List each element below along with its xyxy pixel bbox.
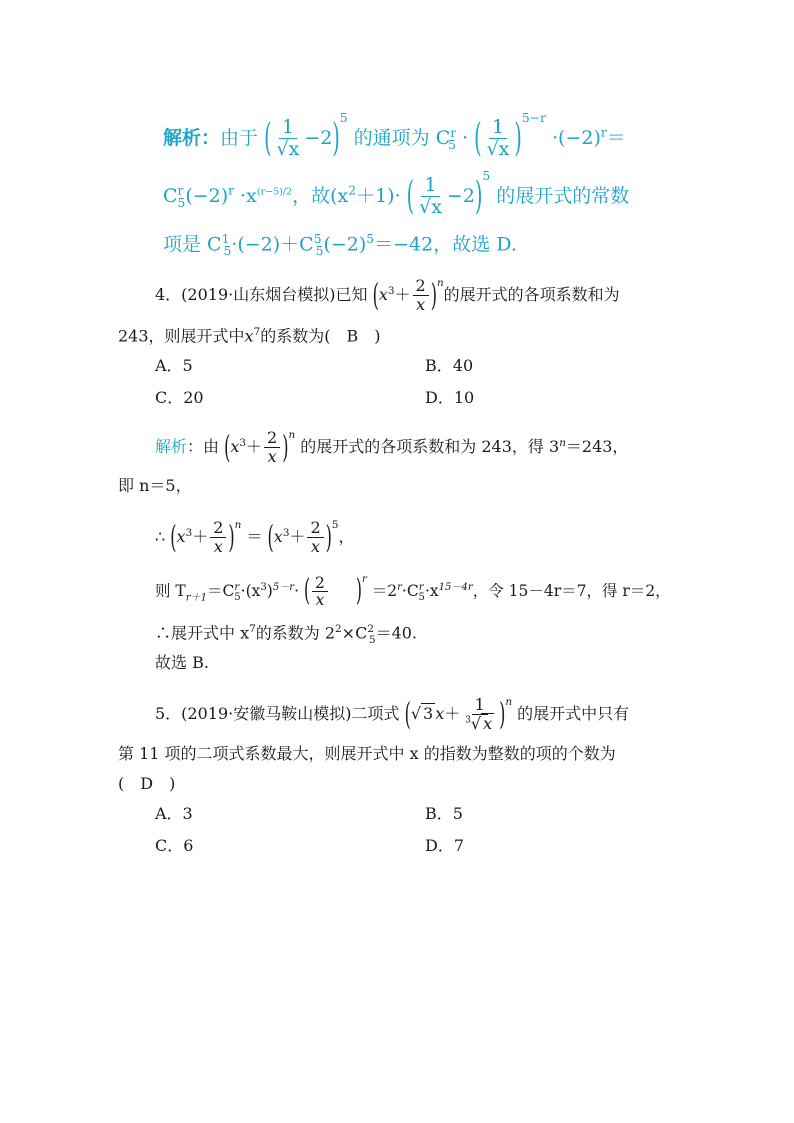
question-5-option-d[interactable]: D．7 bbox=[425, 836, 465, 855]
solution-3-line-1: 解析：由于 ( $\frac{1}{√x}$ −2)$^5$ 的通项为 $C^r_5$ · ( $\frac{1}{√x}$ )$^{5-r} \cdot(-2)^r=$ bbox=[163, 111, 626, 161]
question-4-line-2: 243，则展开式中$x^7$的系数为( B ) bbox=[118, 326, 381, 346]
fraction: $\frac{2}{x}$ bbox=[307, 520, 323, 555]
solution-3-line-3: 项是 $C^1_5\cdot(-2)+C^5_5(-2)^5=-42$，故选 D. bbox=[163, 232, 517, 259]
question-4-stem: 4．(2019·山东烟台模拟)已知 ($x^3+$ $\frac{2}{x}$ )$^n$的展开式的各项系数和为 bbox=[155, 276, 620, 314]
fraction: $\frac{1}{√x}$ bbox=[486, 116, 510, 161]
question-5-stem: 5．(2019·安徽马鞍山模拟)二项式 (√ 3 x＋ $\frac{1}{^3√ x}$ )$^n$ 的展开式中只有 bbox=[155, 695, 630, 733]
question-5-option-c[interactable]: C．6 bbox=[155, 836, 194, 855]
question-4-solution-line-6: 故选 B. bbox=[155, 653, 209, 672]
question-4-solution-line-1: 解析：由 ($x^3+$ $\frac{2}{x}$ )$^n$ 的展开式的各项系数和为 243，得 $3^n=243$， bbox=[155, 428, 629, 466]
fraction: $\frac{1}{^3√ x}$ bbox=[465, 695, 493, 733]
question-5-option-a[interactable]: A．3 bbox=[155, 804, 193, 823]
question-5-answer: ( D ) bbox=[118, 774, 176, 793]
question-5-line-2: 第 11 项的二项式系数最大，则展开式中 x 的指数为整数的项的个数为 bbox=[118, 744, 616, 763]
fraction: $\frac{1}{√x}$ bbox=[276, 116, 300, 161]
question-5-option-b[interactable]: B．5 bbox=[425, 804, 463, 823]
question-4-option-b[interactable]: B．40 bbox=[425, 356, 474, 375]
question-4-solution-line-5: ∴展开式中 $x^7$的系数为 $2^2\times C^2_5=40$. bbox=[155, 623, 418, 646]
question-4-option-d[interactable]: D．10 bbox=[425, 388, 475, 407]
question-4-solution-line-2: 即 n＝5， bbox=[118, 476, 192, 495]
question-4-solution-line-4: 则 $T_{r+1}=C^r_5\cdot(x^3)^{5-r}\cdot$ ( $\frac{2}{x}$ )$^r =2^r\cdot C^r_5\cdot x^{15-4r}$，令 15－4r＝7，得 r＝2， bbox=[155, 573, 671, 610]
fraction: $\frac{2}{x}$ bbox=[210, 520, 226, 555]
fraction: $\frac{1}{√x}$ bbox=[419, 174, 442, 219]
question-4-solution-line-3: ∴ ($x^3+$ $\frac{2}{x}$ )$^n = (x^3+$ $\frac{2}{x}$ )$^5$， bbox=[155, 518, 355, 556]
fraction: $\frac{2}{x}$ bbox=[312, 575, 328, 609]
solution-3-line-2: $C^r_5(-2)^r \cdot x^{(r-5)/2}$，故$(x^2+1)\cdot$ ( $\frac{1}{√x}$ −2)$^5$ 的展开式的常数 bbox=[163, 169, 630, 219]
solution-label: 解析 bbox=[155, 437, 188, 457]
question-4-option-c[interactable]: C．20 bbox=[155, 388, 204, 407]
fraction: $\frac{2}{x}$ bbox=[413, 278, 429, 313]
solution-label: 解析： bbox=[163, 127, 221, 149]
fraction: $\frac{2}{x}$ bbox=[264, 430, 280, 465]
question-4-option-a[interactable]: A．5 bbox=[155, 356, 193, 375]
